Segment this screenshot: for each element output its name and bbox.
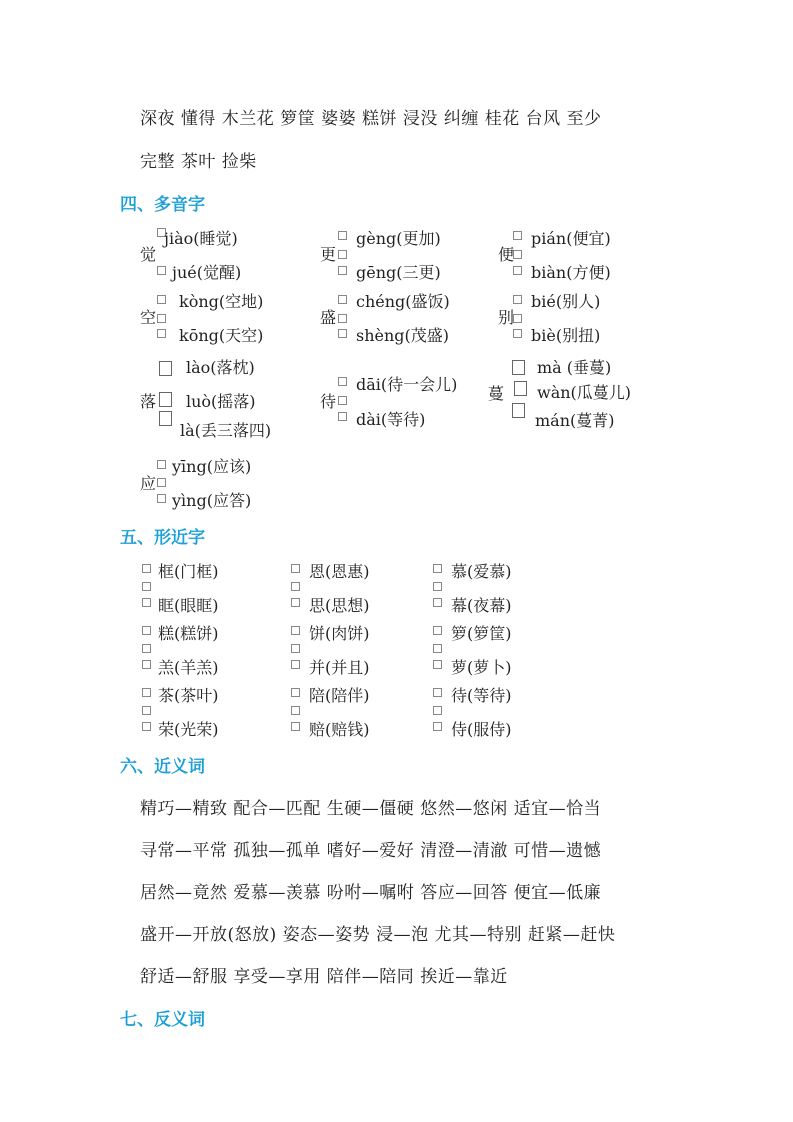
placeholder-box-icon [291,644,300,653]
polyphone-char: 待 [320,392,337,411]
placeholder-box-icon [433,598,442,607]
similar-char-item: 羔(羊羔) [158,658,219,677]
placeholder-box-icon [157,314,166,323]
placeholder-box-icon [338,396,347,405]
polyphone-reading: biè(别扭) [531,326,601,345]
similar-char-item: 糕(糕饼) [158,624,219,643]
placeholder-box-icon [157,478,166,487]
similar-char-item: 框(门框) [158,562,219,581]
polyphone-reading: gēng(三更) [356,263,441,282]
similar-char-item: 侍(服侍) [451,720,512,739]
placeholder-box-icon [291,722,300,731]
similar-char-item: 荣(光荣) [158,720,219,739]
placeholder-box-icon [338,231,347,240]
placeholder-box-icon [159,411,172,426]
placeholder-box-icon [142,564,151,573]
similar-char-item: 思(思想) [309,596,370,615]
synonym-line: 居然—竟然 爱慕—羡慕 吩咐—嘱咐 答应—回答 便宜—低廉 [140,883,602,903]
placeholder-box-icon [338,329,347,338]
polyphone-reading: biàn(方便) [531,263,611,282]
similar-char-item: 茶(茶叶) [158,686,219,705]
polyphone-reading: jué(觉醒) [172,263,242,282]
similar-char-item: 饼(肉饼) [309,624,370,643]
polyphone-reading: chéng(盛饭) [356,292,450,311]
placeholder-box-icon [291,688,300,697]
polyphone-char: 空 [140,308,157,327]
synonym-line: 盛开—开放(怒放) 姿态—姿势 浸—泡 尤其—特别 赶紧—赶快 [140,925,616,945]
synonym-line: 精巧—精致 配合—匹配 生硬—僵硬 悠然—悠闲 适宜—恰当 [140,799,602,819]
placeholder-box-icon [291,582,300,591]
similar-char-item: 慕(爱慕) [451,562,512,581]
placeholder-box-icon [142,706,151,715]
placeholder-box-icon [433,688,442,697]
placeholder-box-icon [291,598,300,607]
word-list-line-1: 深夜 懂得 木兰花 箩筐 婆婆 糕饼 浸没 纠缠 桂花 台风 至少 [140,109,602,129]
placeholder-box-icon [142,598,151,607]
polyphone-reading: bié(别人) [531,292,601,311]
similar-char-item: 幕(夜幕) [451,596,512,615]
placeholder-box-icon [433,582,442,591]
placeholder-box-icon [512,360,525,375]
polyphone-char: 盛 [320,308,337,327]
placeholder-box-icon [338,295,347,304]
placeholder-box-icon [142,582,151,591]
similar-char-item: 陪(陪伴) [309,686,370,705]
polyphone-reading: gèng(更加) [356,229,441,248]
placeholder-box-icon [338,266,347,275]
polyphone-char: 应 [140,474,157,493]
placeholder-box-icon [291,626,300,635]
placeholder-box-icon [338,412,347,421]
placeholder-box-icon [142,688,151,697]
polyphone-reading: wàn(瓜蔓儿) [537,383,632,402]
placeholder-box-icon [433,706,442,715]
placeholder-box-icon [338,377,347,386]
synonym-line: 舒适—舒服 享受—享用 陪伴—陪同 挨近—靠近 [140,967,508,987]
similar-char-item: 萝(萝卜) [451,658,512,677]
placeholder-box-icon [513,250,522,259]
placeholder-box-icon [433,564,442,573]
placeholder-box-icon [338,250,347,259]
polyphone-reading: shèng(茂盛) [356,326,450,345]
placeholder-box-icon [338,314,347,323]
similar-char-item: 待(等待) [451,686,512,705]
polyphone-reading: luò(摇落) [186,392,256,411]
placeholder-box-icon [157,295,166,304]
placeholder-box-icon [433,626,442,635]
placeholder-box-icon [159,392,172,407]
synonym-line: 寻常—平常 孤独—孤单 嗜好—爱好 清澄—清澈 可惜—遗憾 [140,841,602,861]
placeholder-box-icon [157,329,166,338]
placeholder-box-icon [142,722,151,731]
similar-char-item: 并(并且) [309,658,370,677]
placeholder-box-icon [513,266,522,275]
placeholder-box-icon [142,660,151,669]
placeholder-box-icon [513,314,522,323]
polyphone-reading: là(丢三落四) [180,421,272,440]
similar-char-item: 箩(箩筐) [451,624,512,643]
placeholder-box-icon [433,644,442,653]
placeholder-box-icon [142,644,151,653]
section-heading-synonyms: 六、近义词 [120,757,205,777]
polyphone-reading: mà (垂蔓) [537,358,612,377]
placeholder-box-icon [157,460,166,469]
placeholder-box-icon [291,564,300,573]
polyphone-reading: mán(蔓菁) [535,411,615,430]
polyphone-char: 更 [320,245,337,264]
polyphone-char: 蔓 [488,384,505,403]
polyphone-reading: lào(落枕) [186,358,255,377]
placeholder-box-icon [291,660,300,669]
section-heading-similar-chars: 五、形近字 [120,528,205,548]
polyphone-reading: jiào(睡觉) [164,229,238,248]
polyphone-reading: kōng(天空) [179,326,264,345]
polyphone-char: 落 [140,392,157,411]
polyphone-char: 便 [498,245,515,264]
placeholder-box-icon [142,626,151,635]
similar-char-item: 恩(恩惠) [309,562,370,581]
polyphone-reading: yìng(应答) [172,491,252,510]
placeholder-box-icon [513,295,522,304]
polyphone-reading: pián(便宜) [531,229,611,248]
similar-char-item: 眶(眼眶) [158,596,219,615]
word-list-line-2: 完整 茶叶 捡柴 [140,152,257,172]
polyphone-char: 觉 [140,245,157,264]
placeholder-box-icon [157,494,166,503]
placeholder-box-icon [512,403,525,418]
placeholder-box-icon [433,660,442,669]
placeholder-box-icon [157,266,166,275]
polyphone-reading: yīng(应该) [172,457,252,476]
section-heading-antonyms: 七、反义词 [120,1010,205,1030]
polyphone-reading: dāi(待一会儿) [356,375,458,394]
placeholder-box-icon [433,722,442,731]
polyphone-reading: dài(等待) [356,410,426,429]
polyphone-char: 别 [498,308,515,327]
placeholder-box-icon [513,231,522,240]
section-heading-polyphonic: 四、多音字 [120,195,205,215]
placeholder-box-icon [159,361,172,376]
similar-char-item: 赔(赔钱) [309,720,370,739]
placeholder-box-icon [513,329,522,338]
placeholder-box-icon [514,381,527,396]
placeholder-box-icon [291,706,300,715]
polyphone-reading: kòng(空地) [179,292,264,311]
